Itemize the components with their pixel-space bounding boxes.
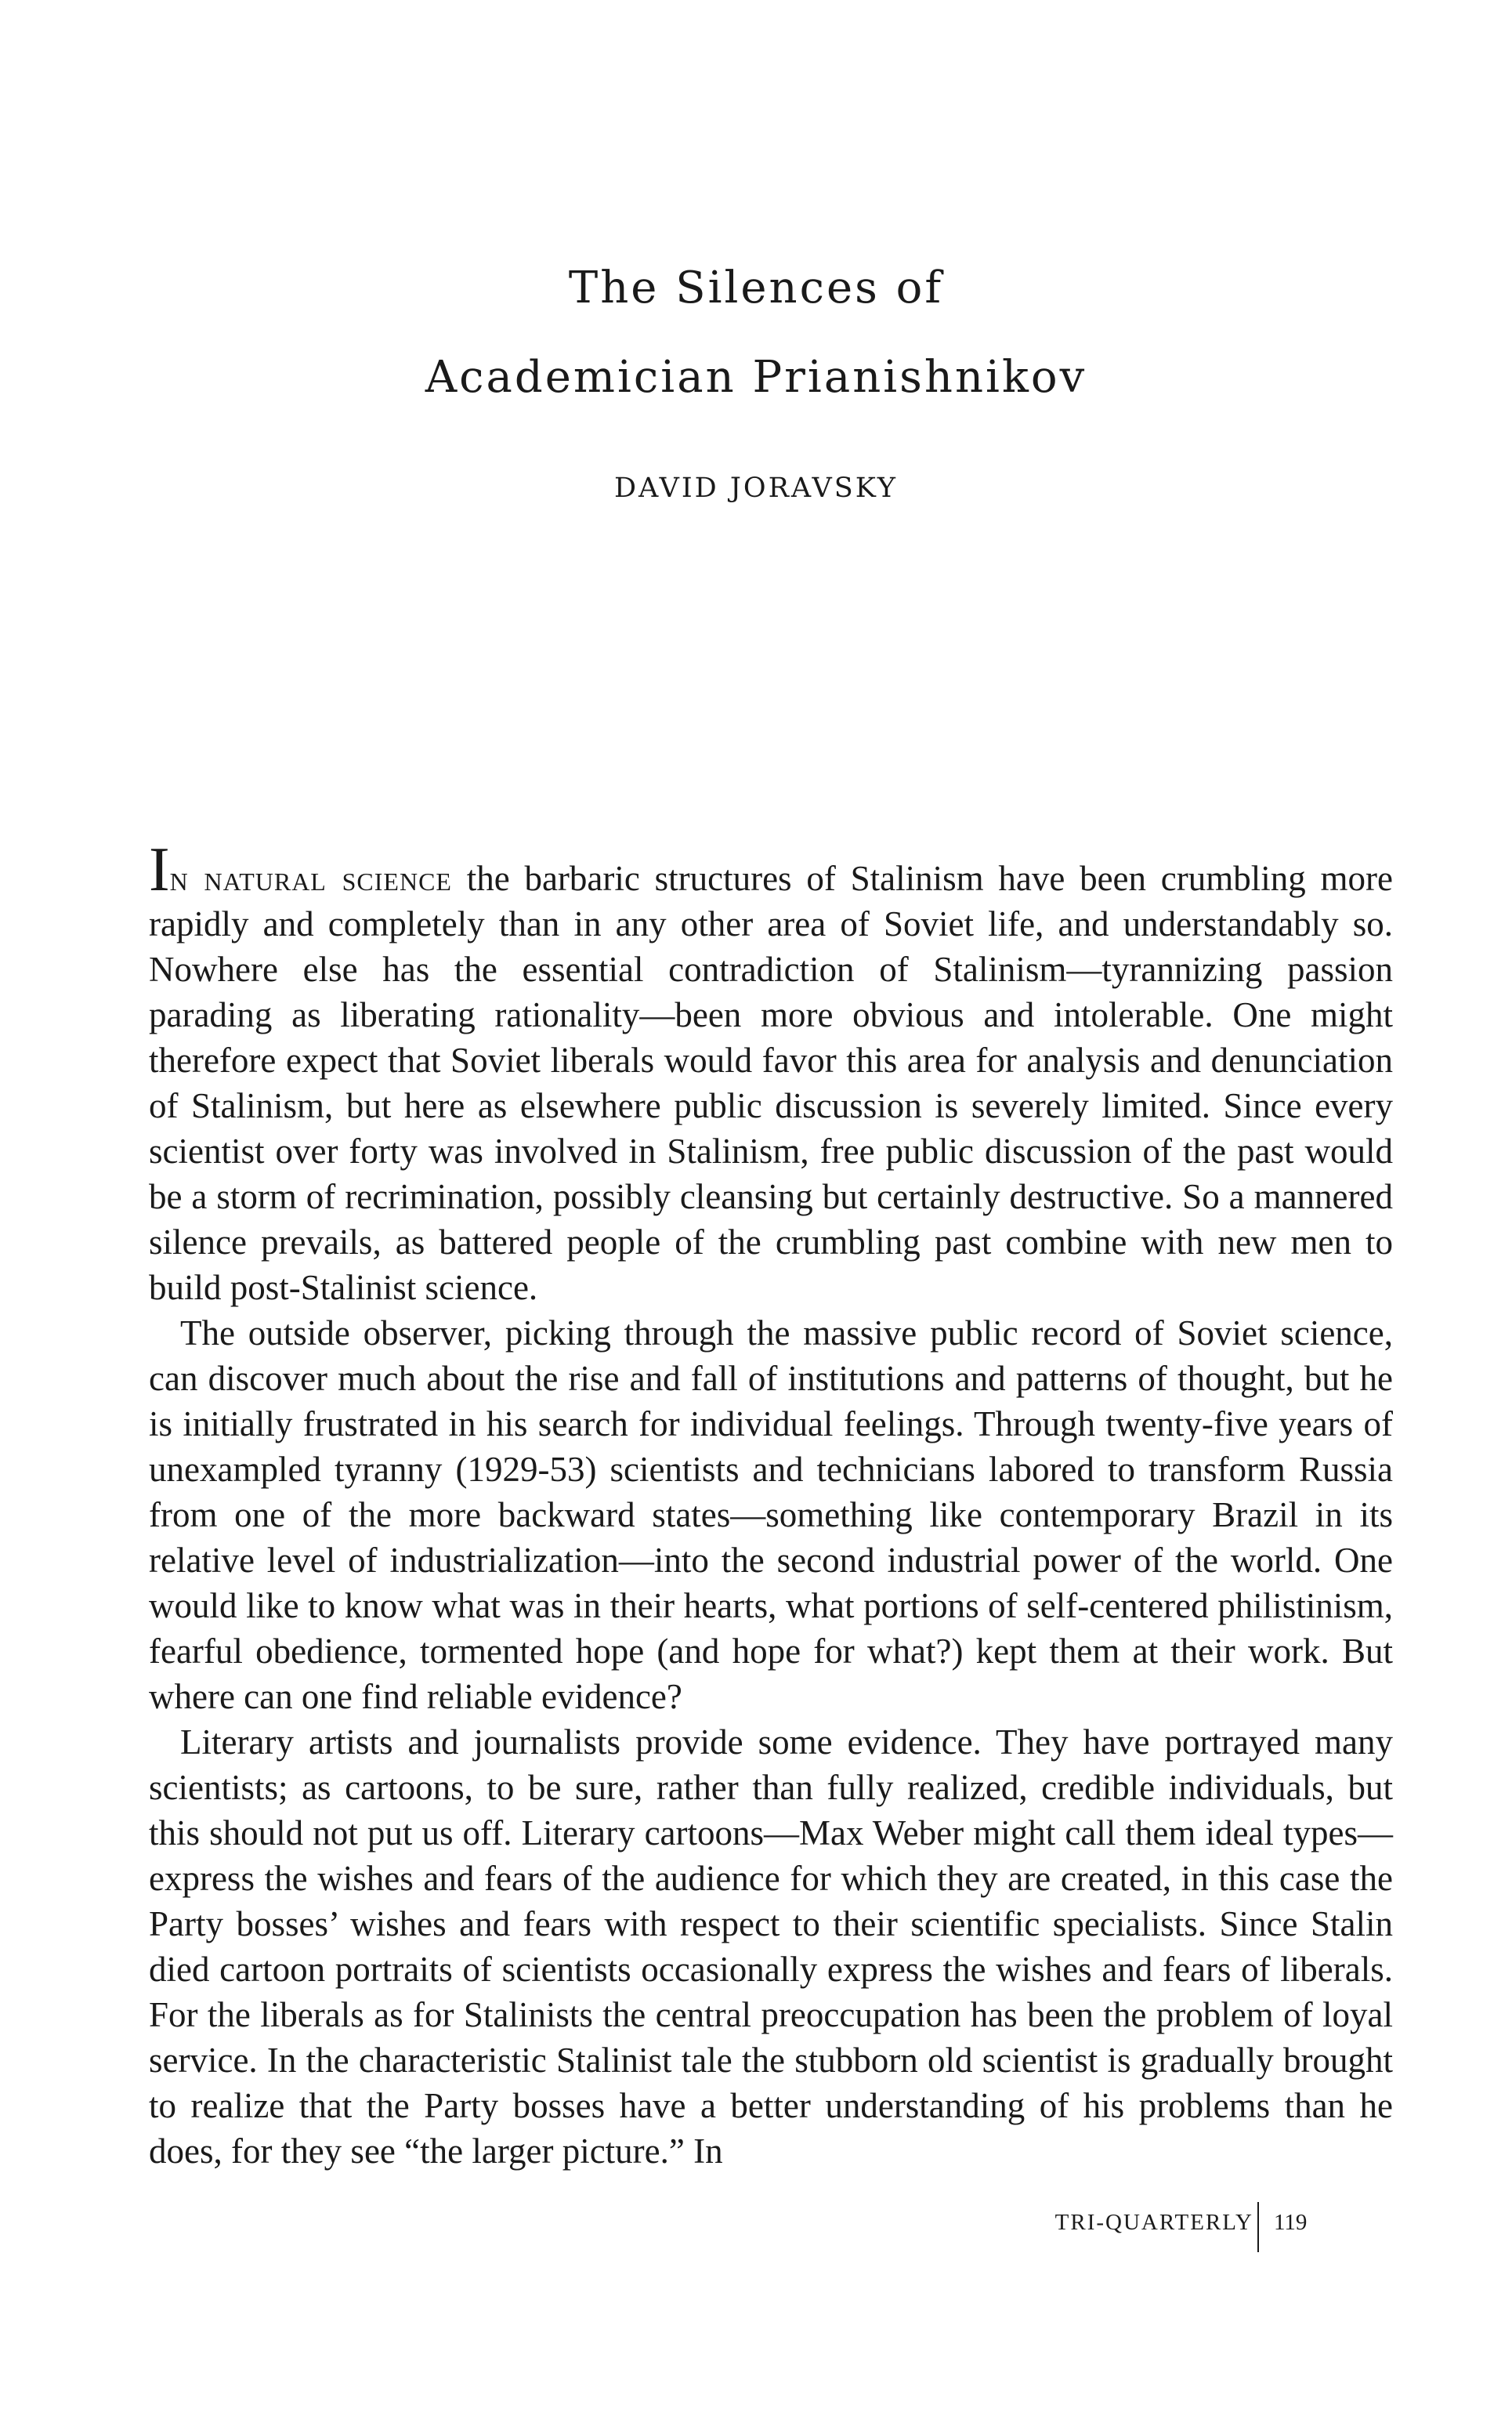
paragraph-3: Literary artists and journalists provide some evidence. They have portrayed many scientists; as cartoons, to be sure, rather than fully realized, credible individuals, but this should not put us off. Literary cartoons—Max Weber might call them ideal types—express the wishes and fears of the audience for which they are created, in this case the Party bosses’ wishes and fears with respect to their scientific specialists. Since Stalin died cartoon portraits of scientists occasionally express the wishes and fears of liberals. For the liberals as for Stalinists the central preoccupation has been the problem of loyal service. In the characteristic Stalinist tale the stubborn old scientist is gradually brought to realize that the Party bosses have a better understanding of his problems than he does, for they see “the larger picture.” In: [149, 1722, 1393, 2171]
paragraph-2: The outside observer, picking through the massive public record of Soviet science, can discover much about the rise and fall of institutions and patterns of thought, but he is initially frustrated in his search for individual feelings. Through twenty-five years of unexampled tyranny (1929-53) scientists and technicians labored to transform Russia from one of the more backward states—something like contemporary Brazil in its relative level of industrialization—into the second industrial power of the world. One would like to know what was in their hearts, what portions of self-centered philistinism, fearful obedience, tormented hope (and hope for what?) kept them at their work. But where can one find reliable evidence?: [149, 1313, 1393, 1716]
article-title-line-2: Academician Prianishnikov: [425, 352, 1087, 403]
journal-name: TRI-QUARTERLY: [1054, 2210, 1253, 2235]
paragraph-1: [149, 835, 1393, 1310]
footer-divider: [1257, 2202, 1259, 2252]
paragraph-1-text: the barbaric structures of Stalinism have been crumbling more rapidly and completely than in any other area of Soviet life, and understandably so. Nowhere else has the essential contradiction of Stalinism—tyrannizing passion parading as liberating rationality—been more obvious and intolerable. One might therefore expect that Soviet liberals would favor this area for analysis and denunciation of Stalinism, but here as elsewhere public discussion is severely limited. Since every scientist over forty was involved in Stalinism, free public discussion of the past would be a storm of recrimination, possibly cleansing but certainly destructive. So a mannered silence prevails, as battered people of the crumbling past combine with new men to build post-Stalinist science.: [149, 859, 1393, 1307]
article-body: [149, 835, 1393, 2174]
page-footer: [1018, 2202, 1410, 2249]
article-title-line-1: The Silences of: [568, 263, 944, 313]
page-number: 119: [1274, 2210, 1308, 2235]
article-author: DAVID JORAVSKY: [613, 473, 899, 504]
drop-cap: I: [149, 835, 170, 904]
lead-in-small-caps: n natural science: [169, 859, 452, 898]
